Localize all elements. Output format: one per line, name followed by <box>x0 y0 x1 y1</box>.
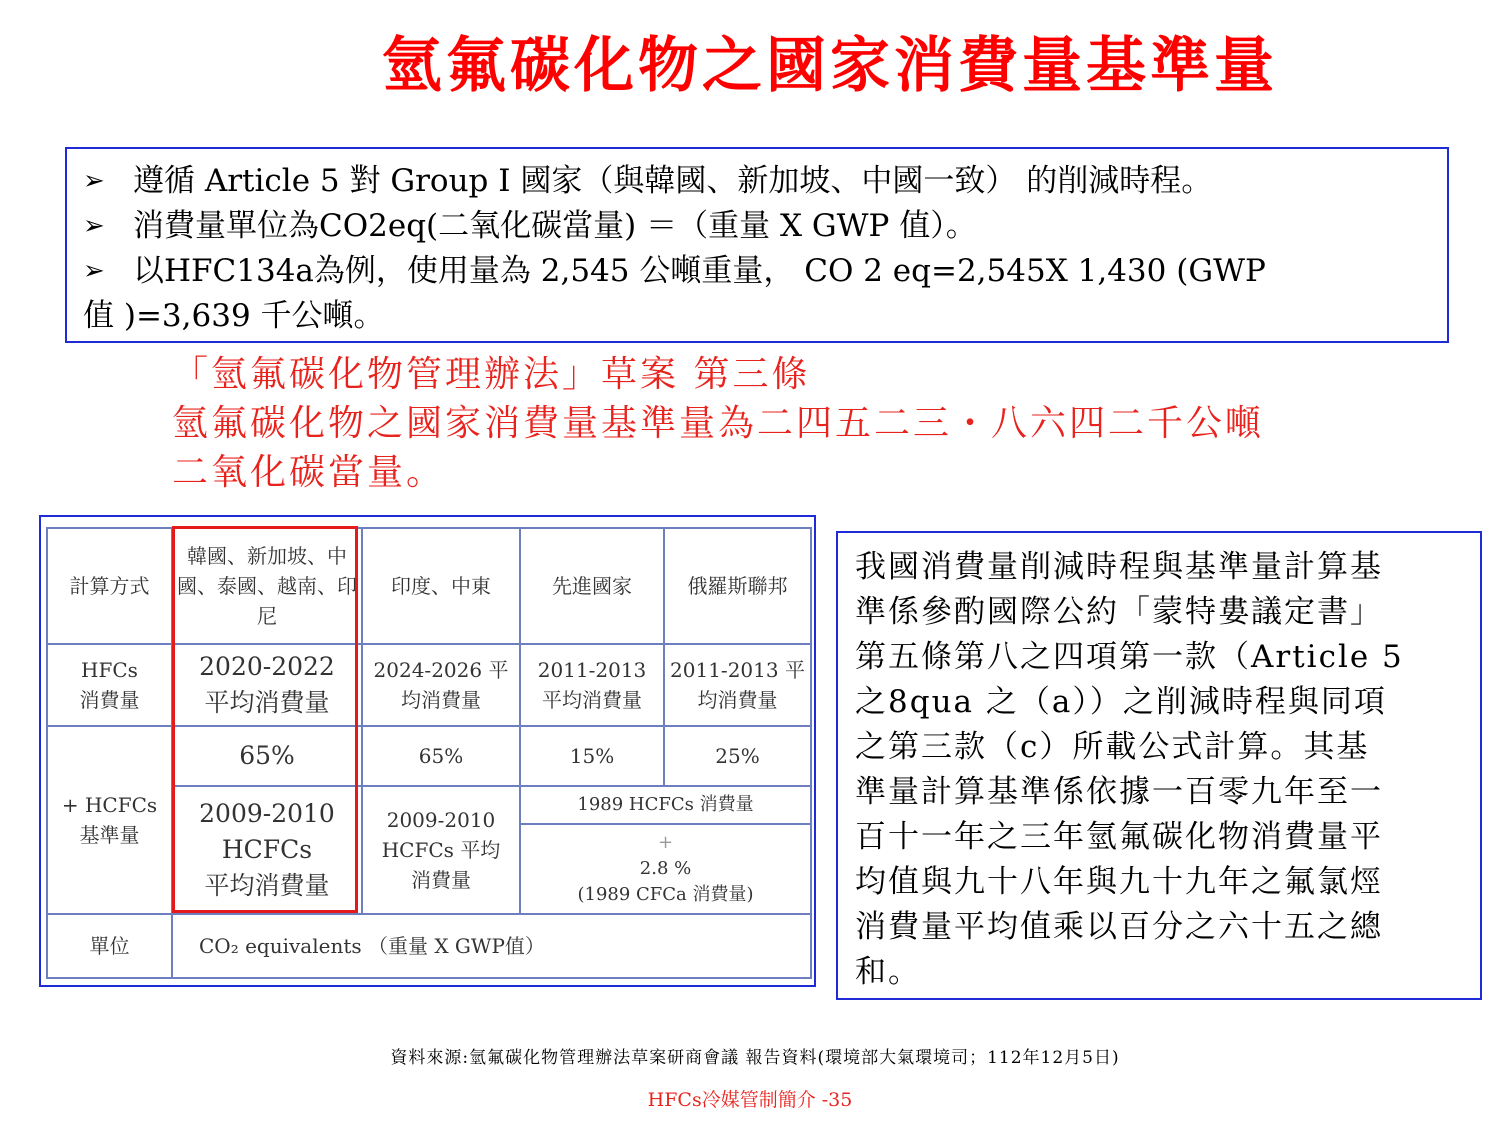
note-line: 消費量平均值乘以百分之六十五之總 <box>855 909 1383 945</box>
row-hcfc-label: + HCFCs 基準量 <box>47 726 172 914</box>
header-developed: 先進國家 <box>520 528 664 644</box>
cell-developed-pct: 15% <box>520 726 664 786</box>
arrow-bullet-icon: ➢ <box>83 211 105 241</box>
cell-india-base: 2009-2010 HCFCs 平均消費量 <box>362 786 520 914</box>
cell-line: 平均消費量 <box>204 688 330 717</box>
cell-line: 2.8 % <box>639 858 692 879</box>
row-hfc-label: HFCs消費量 <box>47 644 172 726</box>
bullet-text: 遵循 Article 5 對 Group I 國家（與韓國、新加坡、中國一致） 的削減時程。 <box>133 163 1213 199</box>
draft-line: 「氫氟碳化物管理辦法」草案 第三條 <box>172 354 811 395</box>
cell-line: 平均消費量 <box>204 871 330 900</box>
note-line: 百十一年之三年氫氟碳化物消費量平 <box>855 819 1383 855</box>
cell-russia-pct: 25% <box>664 726 811 786</box>
source-citation: 資料來源:氫氟碳化物管理辦法草案研商會議 報告資料(環境部大氣環境司；112年12月5日) <box>390 1048 1120 1068</box>
header-method: 計算方式 <box>47 528 172 644</box>
cell-line: 2020-2022 <box>199 652 335 681</box>
cell-1989-hcfc: 1989 HCFCs 消費量 <box>520 786 811 824</box>
note-line: 準係參酌國際公約「蒙特婁議定書」 <box>855 594 1383 630</box>
draft-article-text <box>172 350 1264 497</box>
note-line: 之第三款（c）所載公式計算。其基 <box>855 729 1370 765</box>
cell-korea-base <box>172 786 362 914</box>
bullet-item <box>83 159 1427 204</box>
header-india: 印度、中東 <box>362 528 520 644</box>
comparison-table <box>46 527 812 979</box>
note-line: 之8qua 之（a））之削減時程與同項 <box>855 684 1387 720</box>
cell-line: (1989 CFCa 消費量) <box>577 884 754 905</box>
note-line: 我國消費量削減時程與基準量計算基 <box>855 549 1383 585</box>
note-line: 準量計算基準係依據一百零九年至一 <box>855 774 1383 810</box>
cell-russia-hfc: 2011-2013 平均消費量 <box>664 644 811 726</box>
row-unit-label: 單位 <box>47 914 172 978</box>
cell-korea-pct: 65% <box>172 726 362 786</box>
cell-korea-hfc <box>172 644 362 726</box>
cell-india-hfc: 2024-2026 平均消費量 <box>362 644 520 726</box>
bullet-item <box>83 204 1427 249</box>
page-title: 氫氟碳化物之國家消費量基準量 <box>382 31 1278 101</box>
cell-developed-hfc: 2011-2013 平均消費量 <box>520 644 664 726</box>
bullet-item <box>83 249 1427 294</box>
draft-line: 氫氟碳化物之國家消費量基準量為二四五二三・八六四二千公噸 <box>172 403 1265 444</box>
note-line: 和。 <box>855 954 921 990</box>
cell-line: HCFCs <box>221 835 313 864</box>
bullet-text: 消費量單位為CO2eq(二氧化碳當量) ＝（重量 X GWP 值）。 <box>133 208 977 244</box>
summary-box <box>65 147 1449 343</box>
plus-sign: + <box>657 832 674 853</box>
comparison-table-frame <box>39 515 816 987</box>
bullet-continuation: 值 )=3,639 千公噸。 <box>83 298 385 334</box>
header-korea-group: 韓國、新加坡、中國、泰國、越南、印尼 <box>172 528 362 644</box>
draft-line: 二氧化碳當量。 <box>172 452 446 493</box>
header-russia: 俄羅斯聯邦 <box>664 528 811 644</box>
arrow-bullet-icon: ➢ <box>83 166 105 196</box>
note-line: 第五條第八之四項第一款（Article 5 <box>855 639 1404 675</box>
explanation-box <box>836 531 1482 1000</box>
cell-cfc-formula <box>520 824 811 914</box>
cell-unit-value: CO₂ equivalents （重量 X GWP值） <box>172 914 811 978</box>
bullet-text: 以HFC134a為例，使用量為 2,545 公噸重量， CO 2 eq=2,545X 1,430 (GWP <box>133 253 1266 289</box>
arrow-bullet-icon: ➢ <box>83 256 105 286</box>
cell-india-pct: 65% <box>362 726 520 786</box>
page-label: HFCs冷媒管制簡介 -35 <box>647 1089 853 1111</box>
note-line: 均值與九十八年與九十九年之氟氯烴 <box>855 864 1383 900</box>
cell-line: 2009-2010 <box>199 799 335 828</box>
